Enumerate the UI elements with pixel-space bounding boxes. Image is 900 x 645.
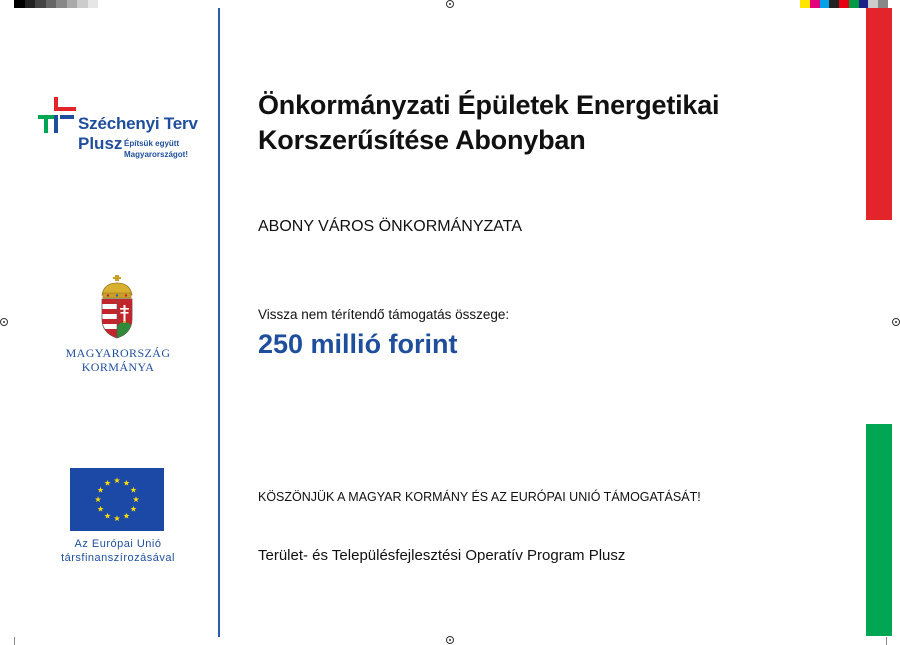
beneficiary-name: ABONY VÁROS ÖNKORMÁNYZATA: [258, 218, 523, 235]
registration-mark-bottom: [446, 636, 454, 644]
flag-stripe-green: [866, 424, 892, 636]
thanks-message: KÖSZÖNJÜK A MAGYAR KORMÁNY ÉS AZ EURÓPAI UNIÓ TÁMOGATÁSÁT!: [258, 490, 701, 504]
project-title-line-2: Korszerűsítése Abonyban: [258, 125, 586, 155]
szechenyi-logo-tagline-1: Építsük együtt: [124, 139, 180, 148]
szechenyi-cross-icon: [38, 97, 78, 137]
registration-mark-left: [0, 318, 8, 326]
szechenyi-logo-plus: Plusz: [78, 134, 123, 153]
project-title-line-1: Önkormányzati Épületek Energetikai: [258, 90, 720, 120]
government-logo-line-1: MAGYARORSZÁG: [65, 346, 171, 360]
flag-stripe-red: [866, 8, 892, 220]
print-color-bar: [800, 0, 888, 8]
registration-mark-top: [446, 0, 454, 8]
grant-amount-value: 250 millió forint: [258, 329, 458, 359]
szechenyi-logo-title: Széchenyi Terv: [78, 114, 198, 133]
registration-mark-right: [892, 318, 900, 326]
szechenyi-logo-tagline-2: Magyarországot!: [124, 150, 189, 159]
eu-logo-line-1: Az Európai Unió: [74, 538, 162, 550]
grant-amount-label: Vissza nem térítendő támogatás összege:: [258, 307, 510, 322]
print-grayscale-bar: [14, 0, 98, 8]
eu-flag-icon: [70, 468, 164, 531]
crop-mark: [14, 637, 15, 645]
crop-mark: [886, 637, 887, 645]
government-logo-line-2: KORMÁNYA: [81, 360, 155, 374]
vertical-divider: [218, 8, 220, 637]
program-name: Terület- és Településfejlesztési Operatív Program Plusz: [258, 547, 626, 564]
coat-of-arms-icon: [98, 275, 136, 339]
eu-logo-line-2: társfinanszírozásával: [61, 552, 175, 564]
